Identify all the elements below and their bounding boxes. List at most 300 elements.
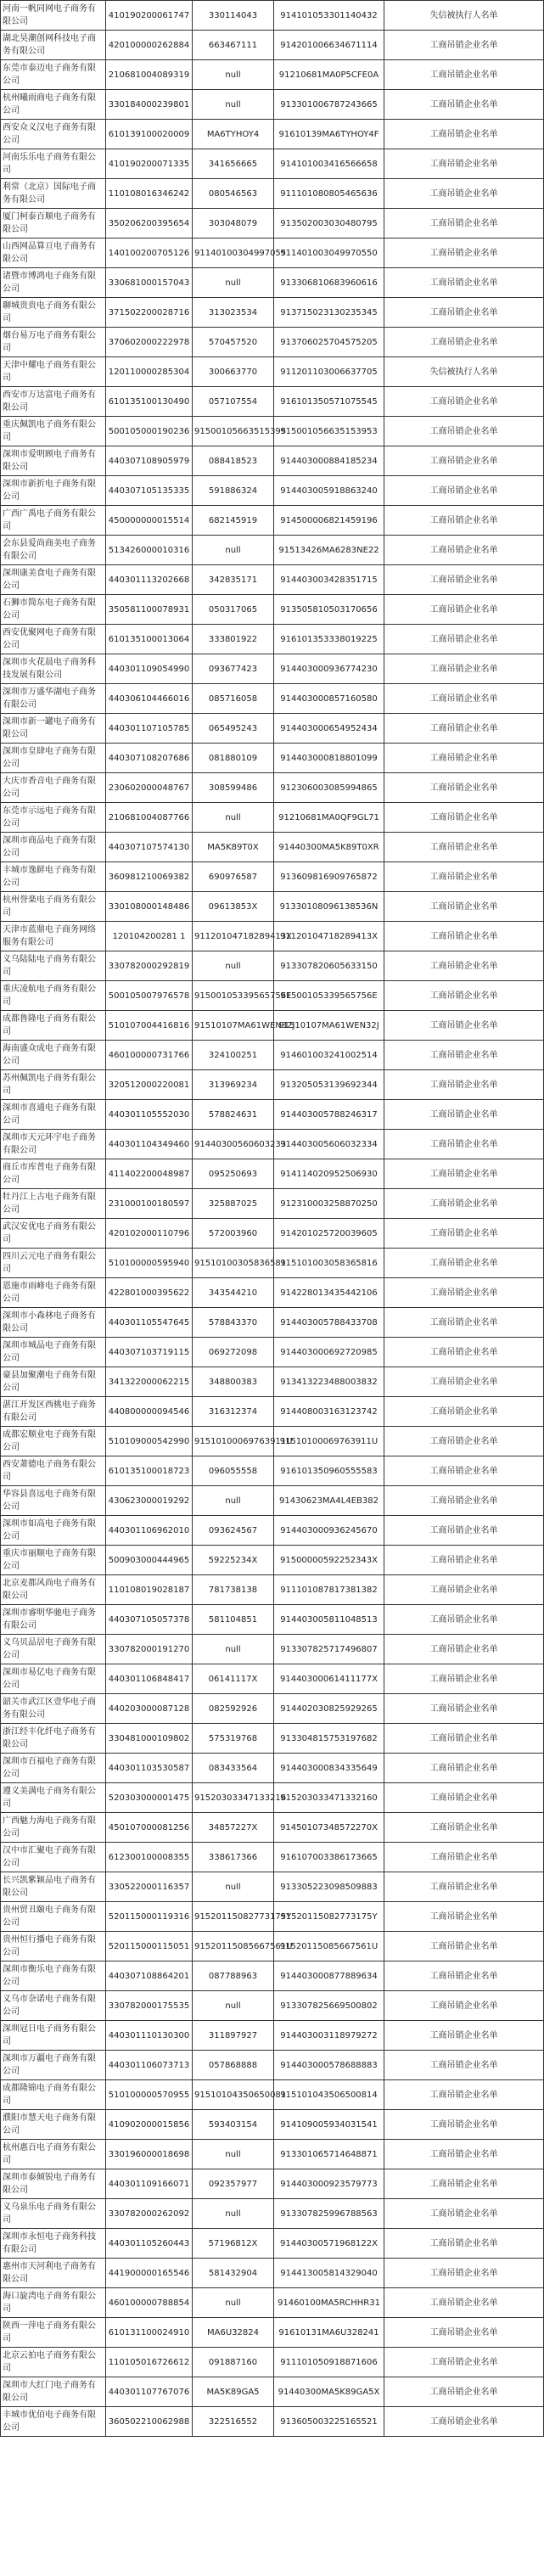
- company-name-cell: 陕西一萍电子商务有限公司: [1, 2318, 106, 2348]
- list-category-cell: 工商吊销企业名单: [384, 268, 544, 298]
- credit-code-cell: 914413005814329040: [274, 2259, 384, 2288]
- company-name-cell: 西安优聚网电子商务有限公司: [1, 625, 106, 654]
- credit-code-cell: 916101353338019225: [274, 625, 384, 654]
- credit-code-cell: 914403005788246317: [274, 1100, 384, 1130]
- registration-number-cell: 440301106848417: [106, 1664, 193, 1694]
- registration-number-cell: 140100200705126: [106, 239, 193, 268]
- list-category-cell: 工商吊销企业名单: [384, 1308, 544, 1338]
- company-name-cell: 深圳市新一罐电子商务有限公司: [1, 714, 106, 744]
- company-name-cell: 深圳市火花晨电子商务科技发展有限公司: [1, 654, 106, 684]
- list-category-cell: 工商吊销企业名单: [384, 1872, 544, 1902]
- credit-code-cell: 91440300MA5K89T0XR: [274, 833, 384, 862]
- list-category-cell: 工商吊销企业名单: [384, 1991, 544, 2021]
- credit-code-cell: 914403000857160580: [274, 684, 384, 714]
- list-category-cell: 工商吊销企业名单: [384, 120, 544, 149]
- credit-code-cell: 914403000923579773: [274, 2169, 384, 2199]
- organization-code-cell: null: [193, 803, 274, 833]
- credit-code-cell: 914114020952506930: [274, 1159, 384, 1189]
- organization-code-cell: 091887160: [193, 2348, 274, 2377]
- credit-code-cell: 91450107348572270X: [274, 1813, 384, 1843]
- table-row: [1, 1427, 544, 1456]
- registration-number-cell: 450000000015514: [106, 506, 193, 536]
- registration-number-cell: 371502200028716: [106, 298, 193, 328]
- credit-code-cell: 913305223098509883: [274, 1872, 384, 1902]
- list-category-cell: 工商吊销企业名单: [384, 2021, 544, 2051]
- registration-number-cell: 231000100180597: [106, 1189, 193, 1219]
- list-category-cell: 工商吊销企业名单: [384, 149, 544, 179]
- list-category-cell: 工商吊销企业名单: [384, 1902, 544, 1932]
- list-category-cell: 工商吊销企业名单: [384, 417, 544, 446]
- list-category-cell: 工商吊销企业名单: [384, 1397, 544, 1427]
- list-category-cell: 工商吊销企业名单: [384, 714, 544, 744]
- table-row: [1, 1932, 544, 1961]
- list-category-cell: 工商吊销企业名单: [384, 1100, 544, 1130]
- company-name-cell: 大庆市香音电子商务有限公司: [1, 773, 106, 803]
- company-name-cell: 惠州市天河利电子商务有限公司: [1, 2259, 106, 2288]
- company-name-cell: 杭州誉楽电子商务有限公司: [1, 892, 106, 922]
- list-category-cell: 工商吊销企业名单: [384, 595, 544, 625]
- company-name-cell: 义乌贝品居电子商务有限公司: [1, 1635, 106, 1664]
- credit-code-cell: 915101043506500814: [274, 2080, 384, 2110]
- table-row: [1, 744, 544, 773]
- credit-code-cell: 914403003428351715: [274, 565, 384, 595]
- organization-code-cell: 085716058: [193, 684, 274, 714]
- registration-number-cell: 110108019028187: [106, 1575, 193, 1605]
- list-category-cell: 工商吊销企业名单: [384, 2407, 544, 2437]
- credit-code-cell: 914403000834335649: [274, 1754, 384, 1783]
- credit-code-cell: 914109005934031541: [274, 2110, 384, 2140]
- list-category-cell: 工商吊销企业名单: [384, 1694, 544, 1724]
- company-name-cell: 深圳市泰倾锐电子商务有限公司: [1, 2169, 106, 2199]
- credit-code-cell: 913301006787243665: [274, 90, 384, 120]
- credit-code-cell: 913502003030480795: [274, 209, 384, 239]
- credit-code-cell: 914601003241002514: [274, 1041, 384, 1070]
- registration-number-cell: 610139100020009: [106, 120, 193, 149]
- organization-code-cell: 578824631: [193, 1100, 274, 1130]
- registration-number-cell: 440307103719115: [106, 1338, 193, 1367]
- credit-code-cell: 911101080805465636: [274, 179, 384, 209]
- registration-number-cell: 440301105547645: [106, 1308, 193, 1338]
- table-row: [1, 31, 544, 60]
- company-name-cell: 湖北昊潮创网科技电子商务有限公司: [1, 31, 106, 60]
- credit-code-cell: 914403000654952434: [274, 714, 384, 744]
- list-category-cell: 工商吊销企业名单: [384, 1486, 544, 1516]
- credit-code-cell: 911401003049970550: [274, 239, 384, 268]
- registration-number-cell: 210681004087766: [106, 803, 193, 833]
- table-row: [1, 1397, 544, 1427]
- company-name-cell: 四川云元电子商务有限公司: [1, 1249, 106, 1278]
- list-category-cell: 工商吊销企业名单: [384, 1219, 544, 1249]
- list-category-cell: 工商吊销企业名单: [384, 1724, 544, 1754]
- list-category-cell: 工商吊销企业名单: [384, 1635, 544, 1664]
- registration-number-cell: 330681000157043: [106, 268, 193, 298]
- company-name-cell: 北京麦都风尚电子商务有限公司: [1, 1575, 106, 1605]
- table-row: [1, 1100, 544, 1130]
- list-category-cell: 工商吊销企业名单: [384, 2199, 544, 2229]
- credit-code-cell: 913307825996788563: [274, 2199, 384, 2229]
- list-category-cell: 工商吊销企业名单: [384, 446, 544, 476]
- company-name-cell: 丰城市逸鲜电子商务有限公司: [1, 862, 106, 892]
- credit-code-cell: 914403005811048513: [274, 1605, 384, 1635]
- company-name-cell: 厦门柯泰百顺电子商务有限公司: [1, 209, 106, 239]
- list-category-cell: 工商吊销企业名单: [384, 803, 544, 833]
- company-name-cell: 深圳市喜通电子商务有限公司: [1, 1100, 106, 1130]
- credit-code-cell: 914201006634671114: [274, 31, 384, 60]
- credit-code-cell: 91520115082773175Y: [274, 1902, 384, 1932]
- registration-number-cell: 460100000788854: [106, 2288, 193, 2318]
- organization-code-cell: 087788963: [193, 1961, 274, 1991]
- organization-code-cell: 59225234X: [193, 1546, 274, 1575]
- company-name-cell: 深圳市新折电子商务有限公司: [1, 476, 106, 506]
- organization-code-cell: 057868888: [193, 2051, 274, 2080]
- table-body: [1, 1, 544, 2437]
- list-category-cell: 工商吊销企业名单: [384, 2318, 544, 2348]
- list-category-cell: 工商吊销企业名单: [384, 892, 544, 922]
- credit-code-cell: 915101003058365816: [274, 1249, 384, 1278]
- list-category-cell: 工商吊销企业名单: [384, 2140, 544, 2169]
- company-name-cell: 遵义美满电子商务有限公司: [1, 1783, 106, 1813]
- organization-code-cell: 09613853X: [193, 892, 274, 922]
- credit-code-cell: 913413223488003832: [274, 1367, 384, 1397]
- credit-code-cell: 915203033471332160: [274, 1783, 384, 1813]
- organization-code-cell: null: [193, 90, 274, 120]
- table-row: [1, 1070, 544, 1100]
- table-row: [1, 1605, 544, 1635]
- credit-code-cell: 914403000818801099: [274, 744, 384, 773]
- organization-code-cell: 341656665: [193, 149, 274, 179]
- credit-code-cell: 914403000936245670: [274, 1516, 384, 1546]
- table-row: [1, 536, 544, 565]
- organization-code-cell: null: [193, 1991, 274, 2021]
- organization-code-cell: MA6U32824: [193, 2318, 274, 2348]
- credit-code-cell: 914101003416566658: [274, 149, 384, 179]
- company-name-cell: 诸暨市博鸿电子商务有限公司: [1, 268, 106, 298]
- organization-code-cell: 308599486: [193, 773, 274, 803]
- organization-code-cell: MA6TYHOY4: [193, 120, 274, 149]
- registration-number-cell: 440301106962010: [106, 1516, 193, 1546]
- organization-code-cell: 690976587: [193, 862, 274, 892]
- credit-code-cell: 912306003085994865: [274, 773, 384, 803]
- table-row: [1, 1308, 544, 1338]
- table-row: [1, 951, 544, 981]
- list-category-cell: 工商吊销企业名单: [384, 1605, 544, 1635]
- registration-number-cell: 440306104466016: [106, 684, 193, 714]
- credit-code-cell: 91510107MA61WEN32J: [274, 1011, 384, 1041]
- organization-code-cell: 572003960: [193, 1219, 274, 1249]
- company-name-cell: 成都鲁隆电子商务有限公司: [1, 1011, 106, 1041]
- list-category-cell: 工商吊销企业名单: [384, 2377, 544, 2407]
- company-name-cell: 西安众义汉电子商务有限公司: [1, 120, 106, 149]
- list-category-cell: 工商吊销企业名单: [384, 60, 544, 90]
- list-category-cell: 工商吊销企业名单: [384, 565, 544, 595]
- table-row: [1, 1456, 544, 1486]
- list-category-cell: 工商吊销企业名单: [384, 744, 544, 773]
- list-category-cell: 工商吊销企业名单: [384, 654, 544, 684]
- registration-number-cell: 330184000239801: [106, 90, 193, 120]
- organization-code-cell: 083433564: [193, 1754, 274, 1783]
- registration-number-cell: 510107004416816: [106, 1011, 193, 1041]
- list-category-cell: 工商吊销企业名单: [384, 1754, 544, 1783]
- table-row: [1, 714, 544, 744]
- registration-number-cell: 440307108207686: [106, 744, 193, 773]
- registration-number-cell: 420100000262884: [106, 31, 193, 60]
- table-row: [1, 625, 544, 654]
- organization-code-cell: 093677423: [193, 654, 274, 684]
- registration-number-cell: 500903000444965: [106, 1546, 193, 1575]
- registration-number-cell: 410902000015856: [106, 2110, 193, 2140]
- table-row: [1, 1902, 544, 1932]
- organization-code-cell: null: [193, 1635, 274, 1664]
- registration-number-cell: 440301107105785: [106, 714, 193, 744]
- organization-code-cell: 581432904: [193, 2259, 274, 2288]
- table-row: [1, 1843, 544, 1872]
- list-category-cell: 工商吊销企业名单: [384, 1813, 544, 1843]
- list-category-cell: 工商吊销企业名单: [384, 90, 544, 120]
- company-name-cell: 义乌泉乐电子商务有限公司: [1, 2199, 106, 2229]
- company-name-cell: 深圳市易亿电子商务有限公司: [1, 1664, 106, 1694]
- company-name-cell: 豪县加聚潮电子商务有限公司: [1, 1367, 106, 1397]
- table-row: [1, 565, 544, 595]
- credit-code-cell: 914402030825929265: [274, 1694, 384, 1724]
- table-row: [1, 1872, 544, 1902]
- list-category-cell: 工商吊销企业名单: [384, 1456, 544, 1486]
- registration-number-cell: 440301105260443: [106, 2229, 193, 2259]
- company-name-cell: 深圳市天元环宇电子商务有限公司: [1, 1130, 106, 1159]
- credit-code-cell: 914403000877889634: [274, 1961, 384, 1991]
- registration-number-cell: 440301109054990: [106, 654, 193, 684]
- organization-code-cell: null: [193, 2199, 274, 2229]
- credit-code-cell: 913205053139692344: [274, 1070, 384, 1100]
- credit-code-cell: 914403005788433708: [274, 1308, 384, 1338]
- registration-number-cell: 110108016346242: [106, 179, 193, 209]
- organization-code-cell: 324100251: [193, 1041, 274, 1070]
- registration-number-cell: 440307105135335: [106, 476, 193, 506]
- organization-code-cell: MA5K89GA5: [193, 2377, 274, 2407]
- company-name-cell: 石狮市简东电子商务有限公司: [1, 595, 106, 625]
- table-row: [1, 268, 544, 298]
- company-name-cell: 深圳市大红门电子商务有限公司: [1, 2377, 106, 2407]
- credit-code-cell: 911101050918871606: [274, 2348, 384, 2377]
- organization-code-cell: null: [193, 536, 274, 565]
- table-row: [1, 417, 544, 446]
- credit-code-cell: 916101350571075545: [274, 387, 384, 417]
- company-name-cell: 聊城贵贵电子商务有限公司: [1, 298, 106, 328]
- registration-number-cell: 460100000731766: [106, 1041, 193, 1070]
- company-name-cell: 重庆佩凯电子商务有限公司: [1, 417, 106, 446]
- registration-number-cell: 411402200048987: [106, 1159, 193, 1189]
- table-row: [1, 2140, 544, 2169]
- table-row: [1, 1041, 544, 1070]
- company-name-cell: 西安市万达富电子商务有限公司: [1, 387, 106, 417]
- company-name-cell: 会东县爱尚商美电子商务有限公司: [1, 536, 106, 565]
- credit-code-cell: 914403000936774230: [274, 654, 384, 684]
- table-row: [1, 298, 544, 328]
- table-row: [1, 60, 544, 90]
- company-name-cell: 苏州佩凯电子商务有限公司: [1, 1070, 106, 1100]
- registration-number-cell: 210681004089319: [106, 60, 193, 90]
- credit-code-cell: 913605003225165521: [274, 2407, 384, 2437]
- table-row: [1, 1278, 544, 1308]
- credit-code-cell: 91460100MA5RCHHR31: [274, 2288, 384, 2318]
- company-name-cell: 恩施市雨峰电子商务有限公司: [1, 1278, 106, 1308]
- registration-number-cell: 440301109166071: [106, 2169, 193, 2199]
- credit-code-cell: 911101087817381382: [274, 1575, 384, 1605]
- registration-number-cell: 110105016726612: [106, 2348, 193, 2377]
- organization-code-cell: 316312374: [193, 1397, 274, 1427]
- company-name-cell: 湛江开发区西桃电子商务有限公司: [1, 1397, 106, 1427]
- organization-code-cell: 333801922: [193, 625, 274, 654]
- credit-code-cell: 91500105339565756E: [274, 981, 384, 1011]
- credit-code-cell: 913505810503170656: [274, 595, 384, 625]
- registration-number-cell: 440800000094546: [106, 1397, 193, 1427]
- credit-code-cell: 91430623MA4L4EB382: [274, 1486, 384, 1516]
- organization-code-cell: 069272098: [193, 1338, 274, 1367]
- organization-code-cell: 313969234: [193, 1070, 274, 1100]
- registration-number-cell: 330782000262092: [106, 2199, 193, 2229]
- credit-code-cell: 913306810683960616: [274, 268, 384, 298]
- company-name-cell: 成都隆锦电子商务有限公司: [1, 2080, 106, 2110]
- company-name-cell: 海口旋湾电子商务有限公司: [1, 2288, 106, 2318]
- organization-code-cell: null: [193, 1872, 274, 1902]
- company-name-cell: 华容县喜远电子商务有限公司: [1, 1486, 106, 1516]
- registration-number-cell: 510100000570955: [106, 2080, 193, 2110]
- company-name-cell: 深圳市睿明华驰电子商务有限公司: [1, 1605, 106, 1635]
- table-row: [1, 595, 544, 625]
- list-category-cell: 工商吊销企业名单: [384, 2348, 544, 2377]
- organization-code-cell: 34857227X: [193, 1813, 274, 1843]
- table-row: [1, 1961, 544, 1991]
- list-category-cell: 工商吊销企业名单: [384, 1843, 544, 1872]
- list-category-cell: 工商吊销企业名单: [384, 625, 544, 654]
- company-name-cell: 重庆凌航电子商务有限公司: [1, 981, 106, 1011]
- registration-number-cell: 440203000087128: [106, 1694, 193, 1724]
- organization-code-cell: 91120104718289413X: [193, 922, 274, 951]
- list-category-cell: 工商吊销企业名单: [384, 2110, 544, 2140]
- list-category-cell: 工商吊销企业名单: [384, 862, 544, 892]
- table-row: [1, 476, 544, 506]
- credit-code-cell: 91210681MA0QF9GL71: [274, 803, 384, 833]
- list-category-cell: 工商吊销企业名单: [384, 2051, 544, 2080]
- registration-number-cell: 440301104349460: [106, 1130, 193, 1159]
- organization-code-cell: 91140100304997055: [193, 239, 274, 268]
- registration-number-cell: 440301105552030: [106, 1100, 193, 1130]
- list-category-cell: 工商吊销企业名单: [384, 1427, 544, 1456]
- registration-number-cell: 341322000062215: [106, 1367, 193, 1397]
- list-category-cell: 工商吊销企业名单: [384, 1249, 544, 1278]
- organization-code-cell: 781738138: [193, 1575, 274, 1605]
- credit-code-cell: 91210681MA0P5CFE0A: [274, 60, 384, 90]
- registration-number-cell: 230602000048767: [106, 773, 193, 803]
- table-row: [1, 684, 544, 714]
- table-row: [1, 862, 544, 892]
- registration-number-cell: 440301113202668: [106, 565, 193, 595]
- organization-code-cell: 91520115082773175Y: [193, 1902, 274, 1932]
- table-row: [1, 1189, 544, 1219]
- organization-code-cell: 080546563: [193, 179, 274, 209]
- registration-number-cell: 610135100130490: [106, 387, 193, 417]
- list-category-cell: 失信被执行人名单: [384, 357, 544, 387]
- table-row: [1, 1813, 544, 1843]
- registration-number-cell: 330108000148486: [106, 892, 193, 922]
- table-row: [1, 357, 544, 387]
- registration-number-cell: 440301106073713: [106, 2051, 193, 2080]
- company-name-cell: 义乌陆陆电子商务有限公司: [1, 951, 106, 981]
- table-row: [1, 2318, 544, 2348]
- registration-number-cell: 440307108864201: [106, 1961, 193, 1991]
- organization-code-cell: 91510107MA61WEN32J: [193, 1011, 274, 1041]
- organization-code-cell: 065495243: [193, 714, 274, 744]
- registration-number-cell: 330782000175535: [106, 1991, 193, 2021]
- organization-code-cell: 682145919: [193, 506, 274, 536]
- registration-number-cell: 350206200395654: [106, 209, 193, 239]
- organization-code-cell: 093624567: [193, 1516, 274, 1546]
- list-category-cell: 工商吊销企业名单: [384, 684, 544, 714]
- table-row: [1, 1130, 544, 1159]
- company-name-cell: 深圳市如高电子商务有限公司: [1, 1516, 106, 1546]
- organization-code-cell: null: [193, 60, 274, 90]
- credit-code-cell: 914228013435442106: [274, 1278, 384, 1308]
- organization-code-cell: 330114043: [193, 1, 274, 31]
- credit-code-cell: 914403003118979272: [274, 2021, 384, 2051]
- registration-number-cell: 350581100078931: [106, 595, 193, 625]
- registration-number-cell: 330782000191270: [106, 1635, 193, 1664]
- table-row: [1, 773, 544, 803]
- list-category-cell: 工商吊销企业名单: [384, 239, 544, 268]
- organization-code-cell: MA5K89T0X: [193, 833, 274, 862]
- credit-code-cell: 913706025704575205: [274, 328, 384, 357]
- list-category-cell: 工商吊销企业名单: [384, 1159, 544, 1189]
- registration-number-cell: 410190200071335: [106, 149, 193, 179]
- organization-code-cell: 591886324: [193, 476, 274, 506]
- company-name-cell: 深圳市衡乐电子商务有限公司: [1, 1961, 106, 1991]
- company-name-cell: 牡丹江上古电子商务有限公司: [1, 1189, 106, 1219]
- organization-code-cell: 91510100069763911U: [193, 1427, 274, 1456]
- table-row: [1, 1754, 544, 1783]
- table-row: [1, 1011, 544, 1041]
- registration-number-cell: 410190200061747: [106, 1, 193, 31]
- table-row: [1, 2199, 544, 2229]
- list-category-cell: 工商吊销企业名单: [384, 773, 544, 803]
- table-row: [1, 2169, 544, 2199]
- organization-code-cell: 570457520: [193, 328, 274, 357]
- list-category-cell: 工商吊销企业名单: [384, 2259, 544, 2288]
- company-name-cell: 东莞市泰迈电子商务有限公司: [1, 60, 106, 90]
- organization-code-cell: 300663770: [193, 357, 274, 387]
- organization-code-cell: 342835171: [193, 565, 274, 595]
- table-row: [1, 328, 544, 357]
- organization-code-cell: 343544210: [193, 1278, 274, 1308]
- credit-code-cell: 91440300571968122X: [274, 2229, 384, 2259]
- organization-code-cell: 325887025: [193, 1189, 274, 1219]
- table-row: [1, 922, 544, 951]
- table-row: [1, 1486, 544, 1516]
- organization-code-cell: 575319768: [193, 1724, 274, 1754]
- table-row: [1, 149, 544, 179]
- company-name-cell: 深圳市爱明顾电子商务有限公司: [1, 446, 106, 476]
- credit-code-cell: 913715023130235345: [274, 298, 384, 328]
- registration-number-cell: 520115000115051: [106, 1932, 193, 1961]
- table-row: [1, 387, 544, 417]
- list-category-cell: 工商吊销企业名单: [384, 536, 544, 565]
- organization-code-cell: 57196812X: [193, 2229, 274, 2259]
- company-name-cell: 重庆市丽顺电子商务有限公司: [1, 1546, 106, 1575]
- list-category-cell: 工商吊销企业名单: [384, 1546, 544, 1575]
- table-row: [1, 2288, 544, 2318]
- registration-number-cell: 440301110130300: [106, 2021, 193, 2051]
- credit-code-cell: 91330108096138536N: [274, 892, 384, 922]
- company-name-cell: 义乌市奈诺电子商务有限公司: [1, 1991, 106, 2021]
- credit-code-cell: 914403000692720985: [274, 1338, 384, 1367]
